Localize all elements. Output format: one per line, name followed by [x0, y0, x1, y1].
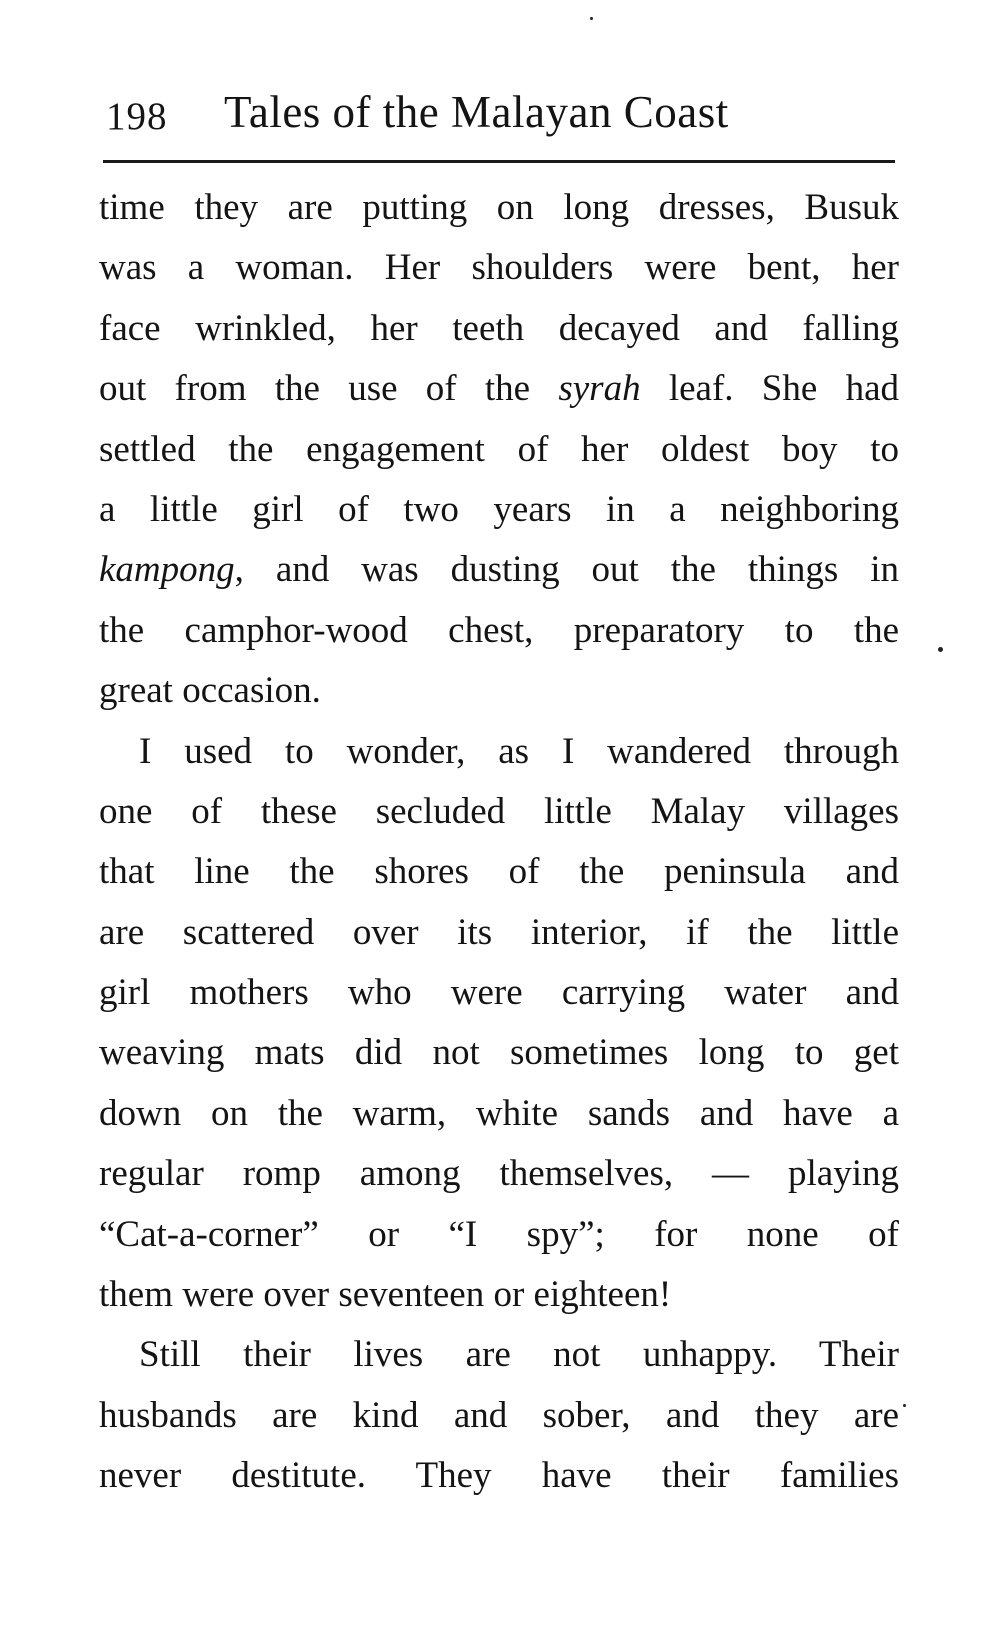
text-line: a little girl of two years in a neighboring: [99, 488, 899, 530]
text-line: I used to wonder, as I wandered through: [139, 730, 899, 772]
text-line: are scattered over its interior, if the little: [99, 911, 899, 953]
text-line: settled the engagement of her oldest boy to: [99, 428, 899, 470]
body-text: [99, 178, 899, 1507]
text-line: out from the use of the syrah leaf. She had: [99, 368, 899, 410]
page-number: 198: [106, 95, 168, 138]
text-line: great occasion.: [99, 670, 321, 712]
text-line: Still their lives are not unhappy. Their: [139, 1334, 899, 1376]
text-line: one of these secluded little Malay villages: [99, 790, 899, 832]
text-line: husbands are kind and sober, and they are: [99, 1394, 899, 1436]
text-line: face wrinkled, her teeth decayed and falling: [99, 307, 899, 349]
text-line: kampong, and was dusting out the things in: [99, 549, 899, 591]
text-line: girl mothers who were carrying water and: [99, 972, 899, 1014]
text-line: was a woman. Her shoulders were bent, her: [99, 247, 899, 289]
text-line: time they are putting on long dresses, Busuk: [99, 187, 899, 228]
text-line: them were over seventeen or eighteen!: [99, 1274, 672, 1316]
text-line: weaving mats did not sometimes long to get: [99, 1032, 899, 1074]
text-line: that line the shores of the peninsula and: [99, 851, 899, 893]
page-header: [106, 86, 896, 146]
text-line: the camphor-wood chest, preparatory to the: [99, 609, 899, 651]
text-line: regular romp among themselves, — playing: [99, 1153, 899, 1195]
running-title: Tales of the Malayan Coast: [224, 87, 729, 137]
scan-speck: [938, 647, 943, 652]
text-line: “Cat-a-corner” or “I spy”; for none of: [99, 1213, 899, 1255]
text-line: never destitute. They have their families: [99, 1455, 899, 1497]
text-line: down on the warm, white sands and have a: [99, 1092, 899, 1134]
scan-speck: [903, 1404, 906, 1407]
header-rule: [103, 160, 895, 163]
scan-speck: [590, 17, 593, 20]
